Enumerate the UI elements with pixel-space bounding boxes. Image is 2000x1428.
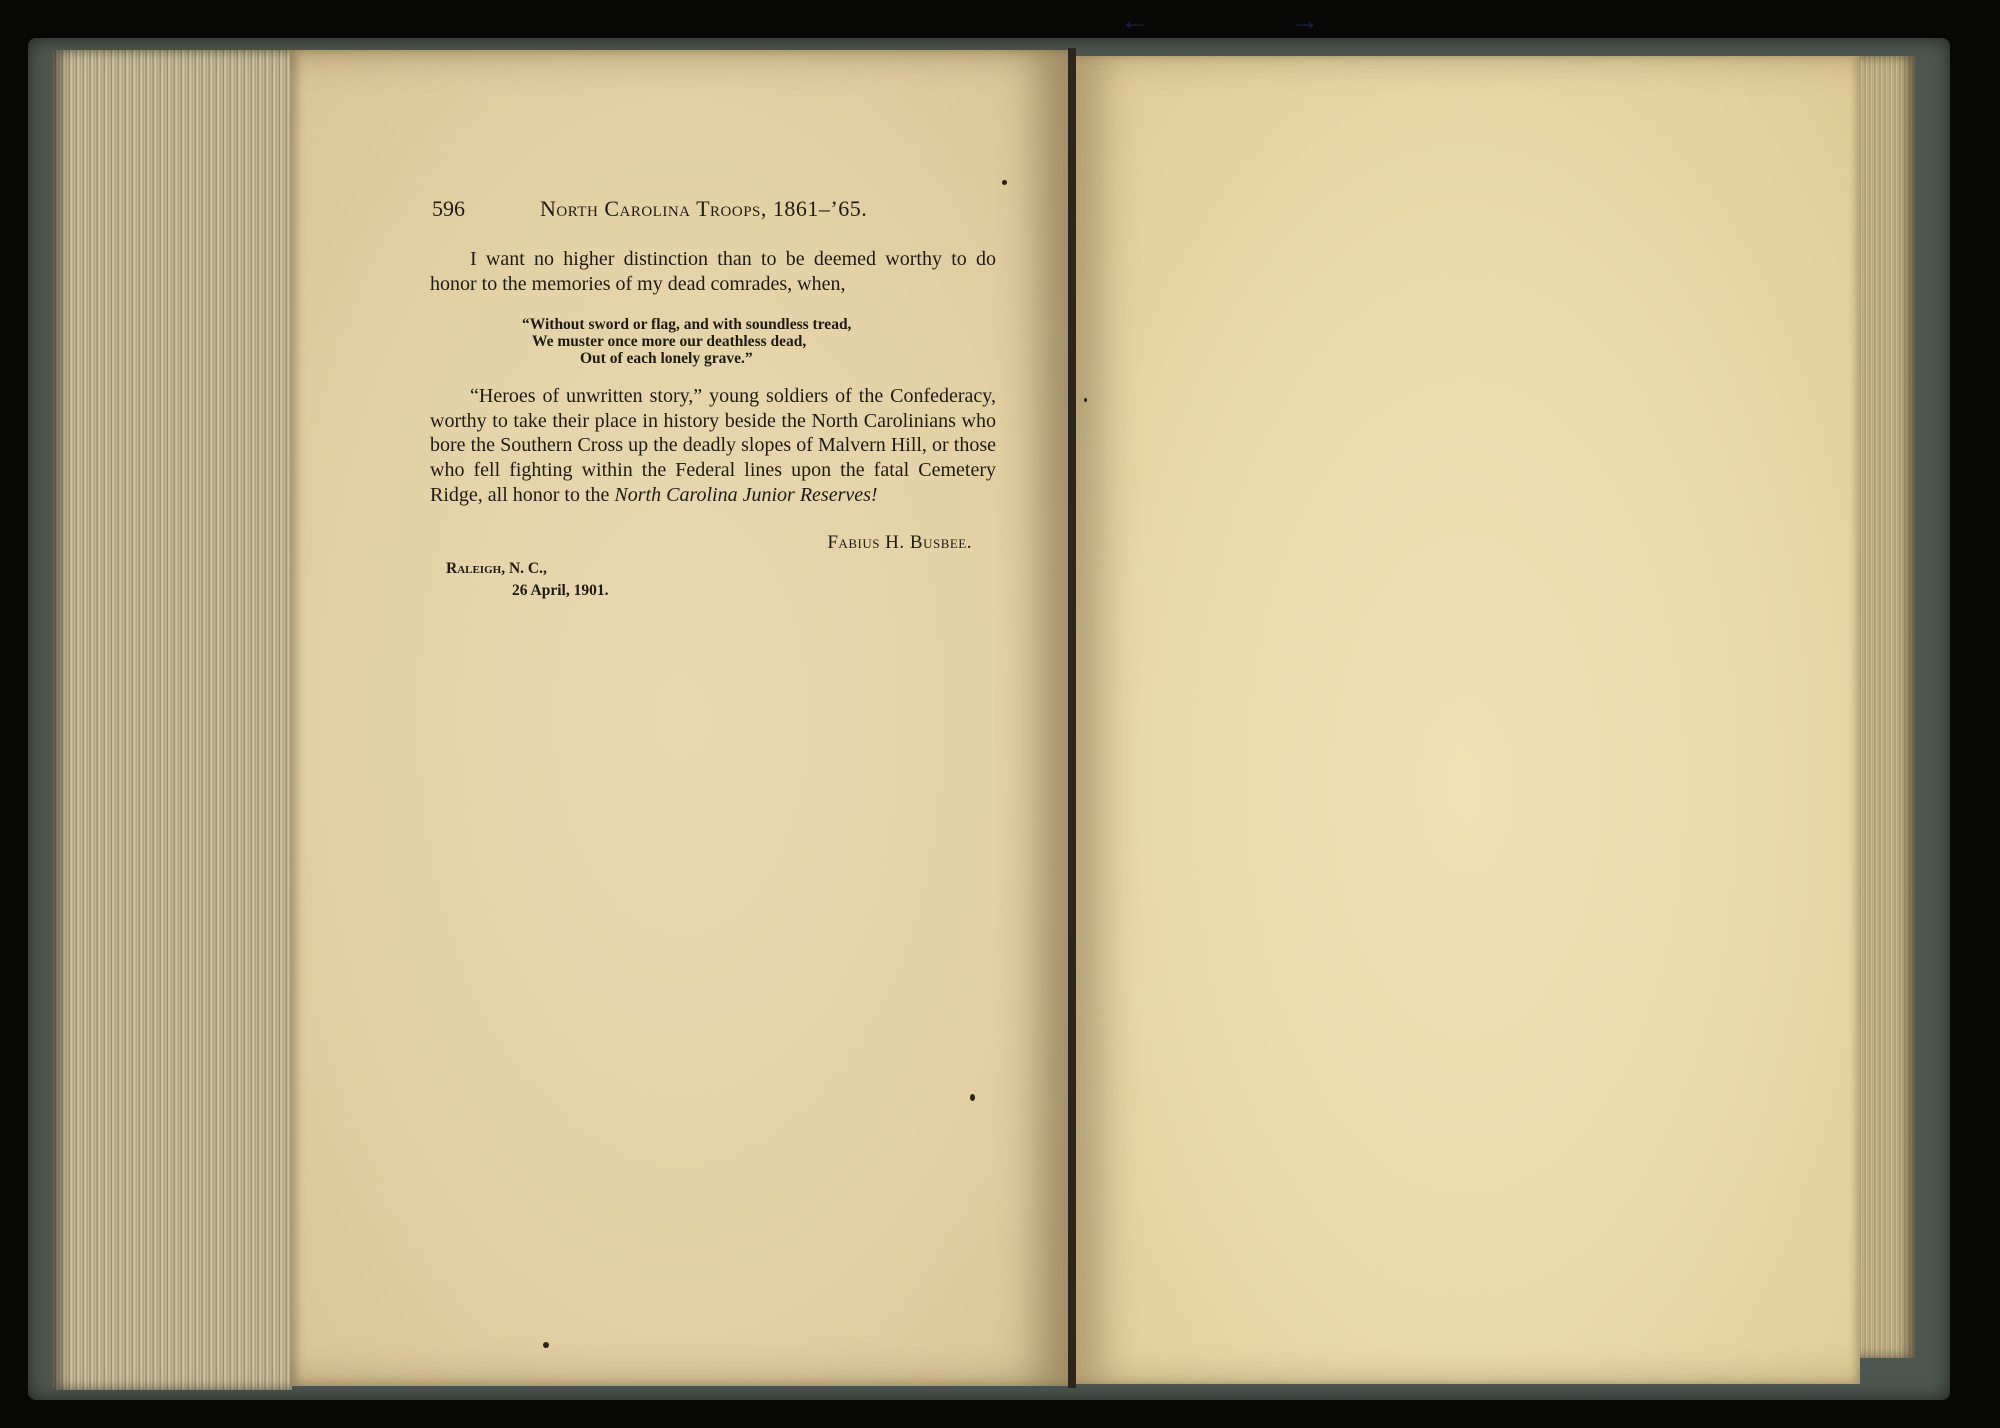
verse-line-3: Out of each lonely grave.”	[580, 350, 753, 367]
verse-line-2: We muster once more our deathless dead,	[532, 333, 807, 350]
ink-speck	[1084, 398, 1087, 402]
book-gutter	[1068, 48, 1076, 1388]
ink-speck	[970, 1094, 975, 1101]
left-page-edges	[52, 50, 292, 1390]
place-line: Raleigh, N. C.,	[446, 560, 547, 577]
verse-line-1: “Without sword or flag, and with soundless tread,	[522, 316, 852, 333]
right-page	[1072, 56, 1860, 1384]
paragraph-1: I want no higher distinction than to be deemed worthy to do honor to the memories of my dead comrades, when,	[430, 248, 996, 295]
signature: Fabius H. Busbee.	[827, 532, 972, 553]
paragraph-2	[430, 384, 996, 508]
running-head	[432, 196, 992, 226]
scanner-ruler-marks: ← →	[1120, 4, 1324, 37]
paragraph-2-text: “Heroes of unwritten story,” young soldiers of the Confederacy, worthy to take their place in history beside the North Carolinians who bore the Southern Cross up the deadly slopes of Malvern Hill, or those who fell fighting within the Federal lines upon the fatal Cemetery Ridge, all honor to the	[430, 385, 996, 506]
date-line: 26 April, 1901.	[512, 582, 609, 599]
page-number: 596	[432, 196, 465, 221]
ink-speck	[543, 1342, 549, 1348]
right-page-edges	[1858, 56, 1916, 1358]
running-title: North Carolina Troops, 1861–’65.	[540, 196, 868, 221]
paragraph-2-italic: North Carolina Junior Reserves!	[614, 483, 878, 506]
ink-speck	[1002, 180, 1007, 185]
